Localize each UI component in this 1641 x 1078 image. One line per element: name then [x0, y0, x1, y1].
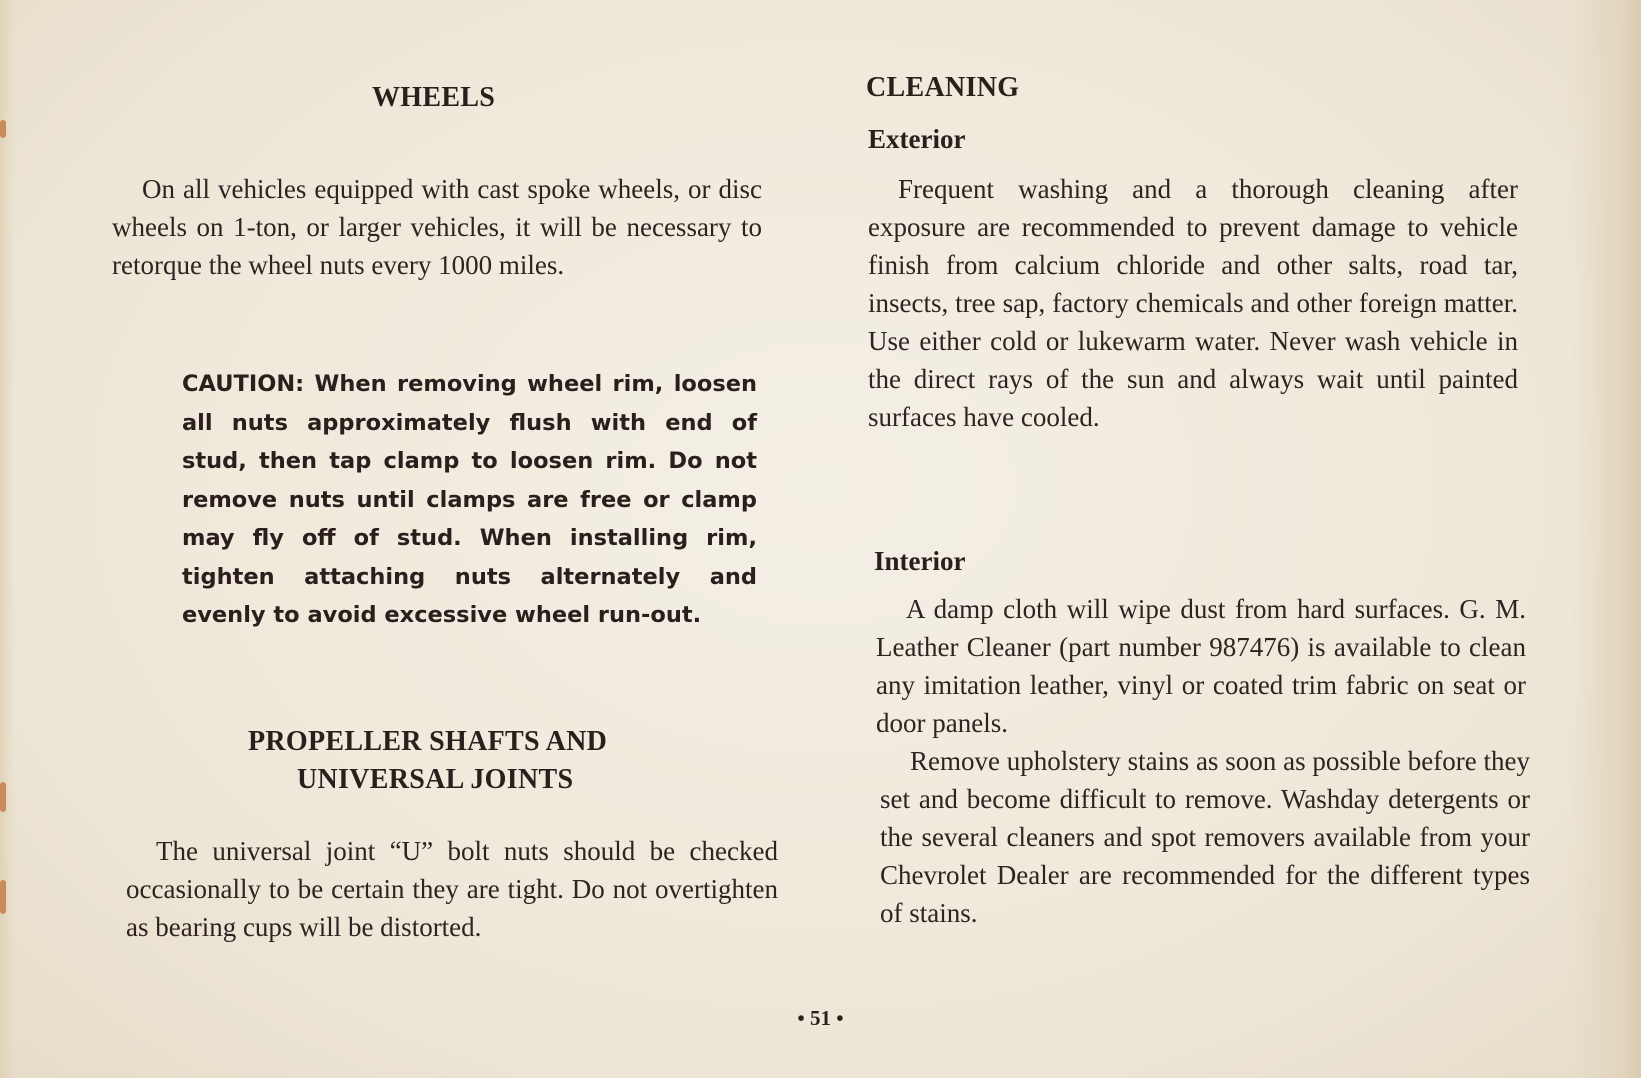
interior-subheading: Interior	[874, 546, 966, 576]
propeller-heading-line1: PROPELLER SHAFTS AND	[248, 726, 608, 757]
page-stain	[0, 120, 6, 138]
page-stain	[0, 880, 6, 914]
page-number: • 51 •	[797, 1006, 844, 1030]
propeller-paragraph: The universal joint “U” bolt nuts should be checked occasionally to be certain they are tight. Do not overtighten as bearing cups will be distorted.	[126, 836, 778, 942]
interior-paragraph-1: A damp cloth will wipe dust from hard surfaces. G. M. Leather Cleaner (part number 987476) is available to clean any imitation leather, vinyl or coated trim fabric on seat or door panels.	[876, 594, 1526, 738]
wheels-caution: CAUTION: When removing wheel rim, loosen all nuts approximately flush with end of stud, then tap clamp to loosen rim. Do not remove nuts until clamps are free or clamp may fly off of stud. When installing rim, tighten attaching nuts alternately and evenly to avoid excessive wheel run-out.	[182, 371, 757, 628]
propeller-heading-line2: UNIVERSAL JOINTS	[297, 764, 574, 795]
page-stain	[0, 782, 6, 812]
interior-paragraph-2: Remove upholstery stains as soon as possible before they set and become difficult to remove. Washday detergents or the several cleaners and spot removers available from your Chevrolet Dealer are recommended for the different types of stains.	[880, 746, 1530, 928]
exterior-paragraph: Frequent washing and a thorough cleaning after exposure are recommended to prevent damage to vehicle finish from calcium chloride and other salts, road tar, insects, tree sap, factory chemicals and other foreign matter. Use either cold or lukewarm water. Never wash vehicle in the direct rays of the sun and always wait until painted surfaces have cooled.	[868, 174, 1518, 432]
wheels-heading: WHEELS	[372, 82, 496, 113]
page-left-edge-shadow	[0, 0, 14, 1078]
cleaning-heading: CLEANING	[866, 72, 1020, 103]
page-right-edge-shadow	[1571, 0, 1641, 1078]
wheels-paragraph: On all vehicles equipped with cast spoke wheels, or disc wheels on 1-ton, or larger vehicles, it will be necessary to retorque the wheel nuts every 1000 miles.	[112, 174, 762, 280]
exterior-subheading: Exterior	[868, 124, 966, 154]
